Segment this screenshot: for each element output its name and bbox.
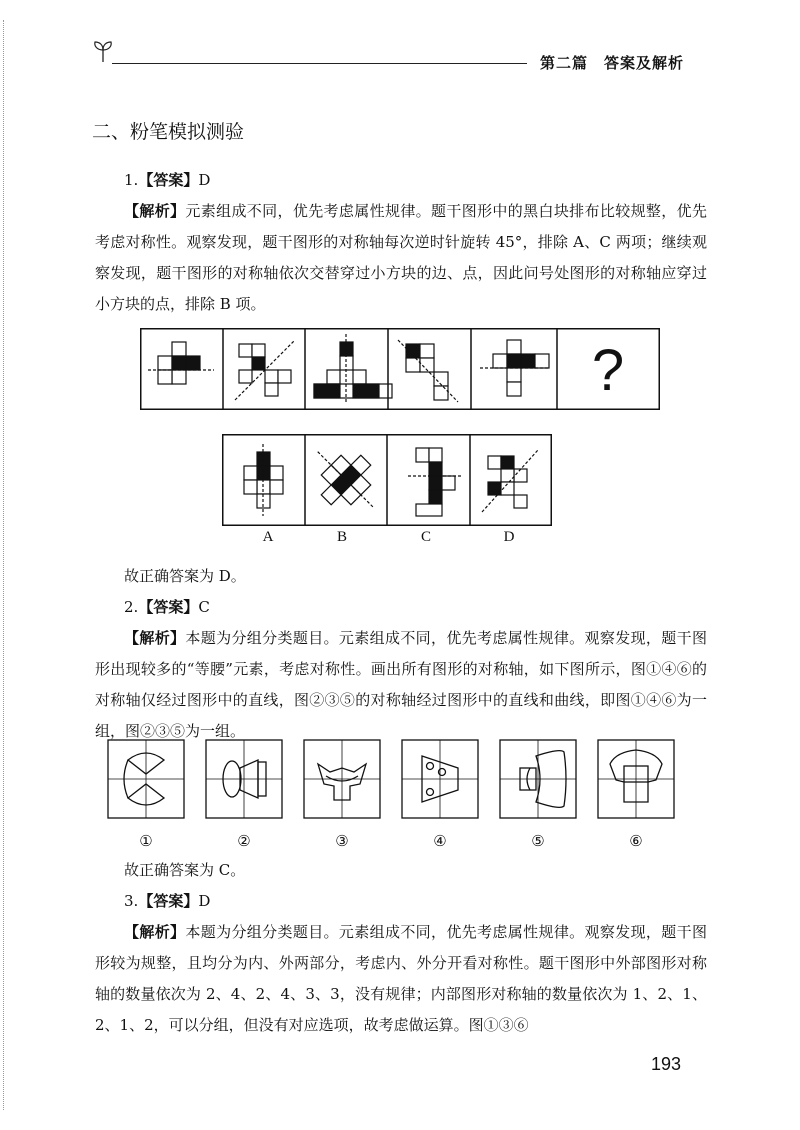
option-label-b: B (336, 529, 347, 545)
section-title: 二、粉笔模拟测验 (92, 121, 245, 143)
q1-figure-1 (148, 342, 214, 384)
option-label-a: A (262, 529, 274, 545)
q1-options-strip (222, 434, 552, 526)
scan-edge-dots (3, 20, 6, 1110)
option-c-figure (408, 448, 462, 516)
q2-figure-3 (304, 740, 380, 818)
q2-label-2: ② (237, 834, 251, 850)
q2-figures (106, 738, 686, 820)
option-a-figure (244, 444, 283, 516)
q2-label-1: ① (139, 834, 153, 850)
page-number: 193 (651, 1054, 682, 1074)
q2-analysis: 【解析】本题为分组分类题目。元素组成不同，优先考虑属性规律。观察发现，题干图形出现较多的“等腰”元素，考虑对称性。画出所有图形的对称轴，如下图所示，图①④⑥的对称轴仅经过图形中的直线，图②③⑤的对称轴经过图形中的直线和曲线，即图①④⑥为一组，图②③⑤为一组。 (95, 629, 707, 740)
option-label-d: D (503, 529, 515, 545)
q2-figure-2 (206, 740, 282, 818)
q1-analysis: 【解析】元素组成不同，优先考虑属性规律。题干图形中的黑白块排布比较规整，优先考虑对称性。观察发现，题干图形的对称轴每次逆时针旋转 45°，排除 A、C 两项；继续观察发现，题干图形的对称轴依次交替穿过小方块的边、点，因此问号处图形的对称轴应穿过小方块的点，排除 B 项。 (95, 202, 707, 313)
q2-label-5: ⑤ (531, 834, 545, 850)
header-rule (112, 63, 527, 64)
leaf-ornament-icon (92, 40, 114, 64)
question-mark: ? (591, 338, 625, 403)
q3-analysis: 【解析】本题为分组分类题目。元素组成不同，优先考虑属性规律。观察发现，题干图形较为规整，且均分为内、外两部分，考虑内、外分开看对称性。题干图形中外部图形对称轴的数量依次为 2、4、2、4、3、3，没有规律；内部图形对称轴的数量依次为 1、2、1、2、1、2，可以分组，但没有对应选项，故考虑做运算。图①③⑥ (95, 923, 707, 1034)
q2-answer-line: 2.【答案】C (124, 598, 210, 616)
q1-question-strip (140, 328, 660, 410)
q2-label-4: ④ (433, 834, 447, 850)
option-d-figure (482, 450, 538, 512)
q2-figure-6 (598, 740, 674, 818)
option-label-c: C (420, 529, 431, 545)
q2-label-3: ③ (335, 834, 349, 850)
q1-figure-2 (235, 340, 295, 400)
q1-figure-3 (314, 334, 392, 402)
q1-answer-line: 1.【答案】D (124, 171, 211, 189)
q2-figure-4 (402, 740, 478, 818)
q1-figure-5 (480, 340, 550, 396)
q1-conclusion: 故正确答案为 D。 (124, 567, 246, 585)
q1-figure-4 (398, 340, 458, 402)
q2-conclusion: 故正确答案为 C。 (124, 861, 246, 879)
q2-figure-1 (108, 740, 184, 818)
q2-figure-5 (500, 740, 576, 818)
chapter-header: 第二篇 答案及解析 (540, 54, 685, 72)
q2-label-6: ⑥ (629, 834, 643, 850)
option-b-figure (298, 432, 394, 528)
q3-answer-line: 3.【答案】D (124, 892, 211, 910)
